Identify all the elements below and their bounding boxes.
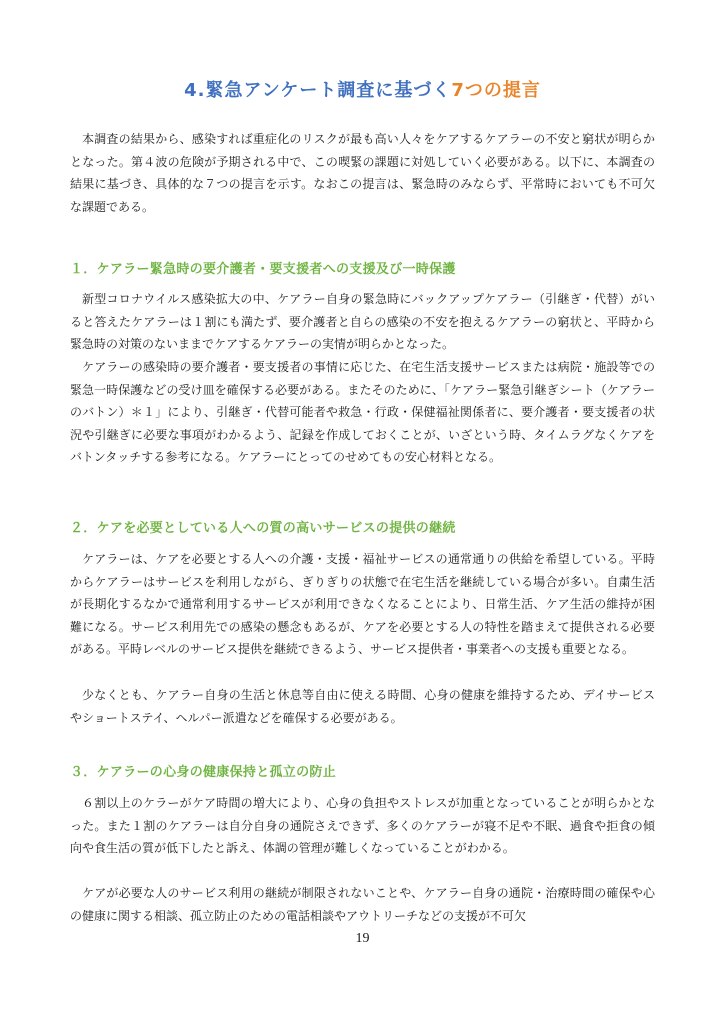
section-3-paragraph-2: ケアが必要な人のサービス利用の継続が制限されないことや、ケアラー自身の通院・治療時間の確保や心の健康に関する相談、孤立防止のための電話相談やアウトリーチなどの支援が不可欠 xyxy=(70,886,655,923)
page-number: 19 xyxy=(355,931,370,946)
title-accent: 7つの提言 xyxy=(451,80,541,101)
section-1-paragraph-1: 新型コロナウイルス感染拡大の中、ケアラー自身の緊急時にバックアップケアラー（引継ぎ・代替）がいると答えたケアラーは１割にも満たず、要介護者と自らの感染の不安を抱えるケアラーの窮状と、平時から緊急時の対策のないままでケアするケアラーの実情が明らかとなった。 xyxy=(70,292,655,352)
section-1-heading: １．ケアラー緊急時の要介護者・要支援者への支援及び一時保護 xyxy=(70,262,456,277)
section-2-heading: ２．ケアを必要としている人への質の高いサービスの提供の継続 xyxy=(70,521,456,536)
page-title xyxy=(70,76,655,102)
section-3-heading: ３．ケアラーの心身の健康保持と孤立の防止 xyxy=(70,765,337,780)
section-2-paragraph-1: ケアラーは、ケアを必要とする人への介護・支援・福祉サービスの通常通りの供給を希望している。平時からケアラーはサービスを利用しながら、ぎりぎりの状態で在宅生活を継続している場合が多い。自粛生活が長期化するなかで通常利用するサービスが利用できなくなることにより、日常生活、ケア生活の維持が困難になる。サービス利用先での感染の懸念もあるが、ケアを必要とする人の特性を踏まえて提供される必要がある。平時レベルのサービス提供を継続できるよう、サービス提供者・事業者への支援も重要となる。 xyxy=(70,552,655,657)
intro-paragraph: 本調査の結果から、感染すれば重症化のリスクが最も高い人々をケアするケアラーの不安と窮状が明らかとなった。第４波の危険が予期される中で、この喫緊の課題に対処していく必要がある。以下に、本調査の結果に基づき、具体的な７つの提言を示す。なおこの提言は、緊急時のみならず、平常時においても不可欠な課題である。 xyxy=(70,132,655,214)
document-page xyxy=(70,0,655,1024)
section-3-paragraph-1: ６割以上のケラーがケア時間の増大により、心身の負担やストレスが加重となっていることが明らかとなった。また１割のケアラーは自分自身の通院さえできず、多くのケアラーが寝不足や不眠、過食や拒食の傾向や食生活の質が低下したと訴え、体調の管理が難しくなっていることがわかる。 xyxy=(70,796,655,856)
title-main: 4.緊急アンケート調査に基づく xyxy=(184,80,452,101)
section-1-paragraph-2: ケアラーの感染時の要介護者・要支援者の事情に応じた、在宅生活支援サービスまたは病院・施設等での緊急一時保護などの受け皿を確保する必要がある。またそのために、「ケアラー緊急引継ぎシート（ケアラーのバトン）＊１」により、引継ぎ・代替可能者や救急・行政・保健福祉関係者に、要介護者・要支援者の状況や引継ぎに必要な事項がわかるよう、記録を作成しておくことが、いざという時、タイムラグなくケアをバトンタッチする参考になる。ケアラーにとってのせめてもの安心材料となる。 xyxy=(70,360,655,465)
section-2-paragraph-2: 少なくとも、ケアラー自身の生活と休息等自由に使える時間、心身の健康を維持するため、デイサービスやショートステイ、ヘルパー派遣などを確保する必要がある。 xyxy=(70,688,655,725)
